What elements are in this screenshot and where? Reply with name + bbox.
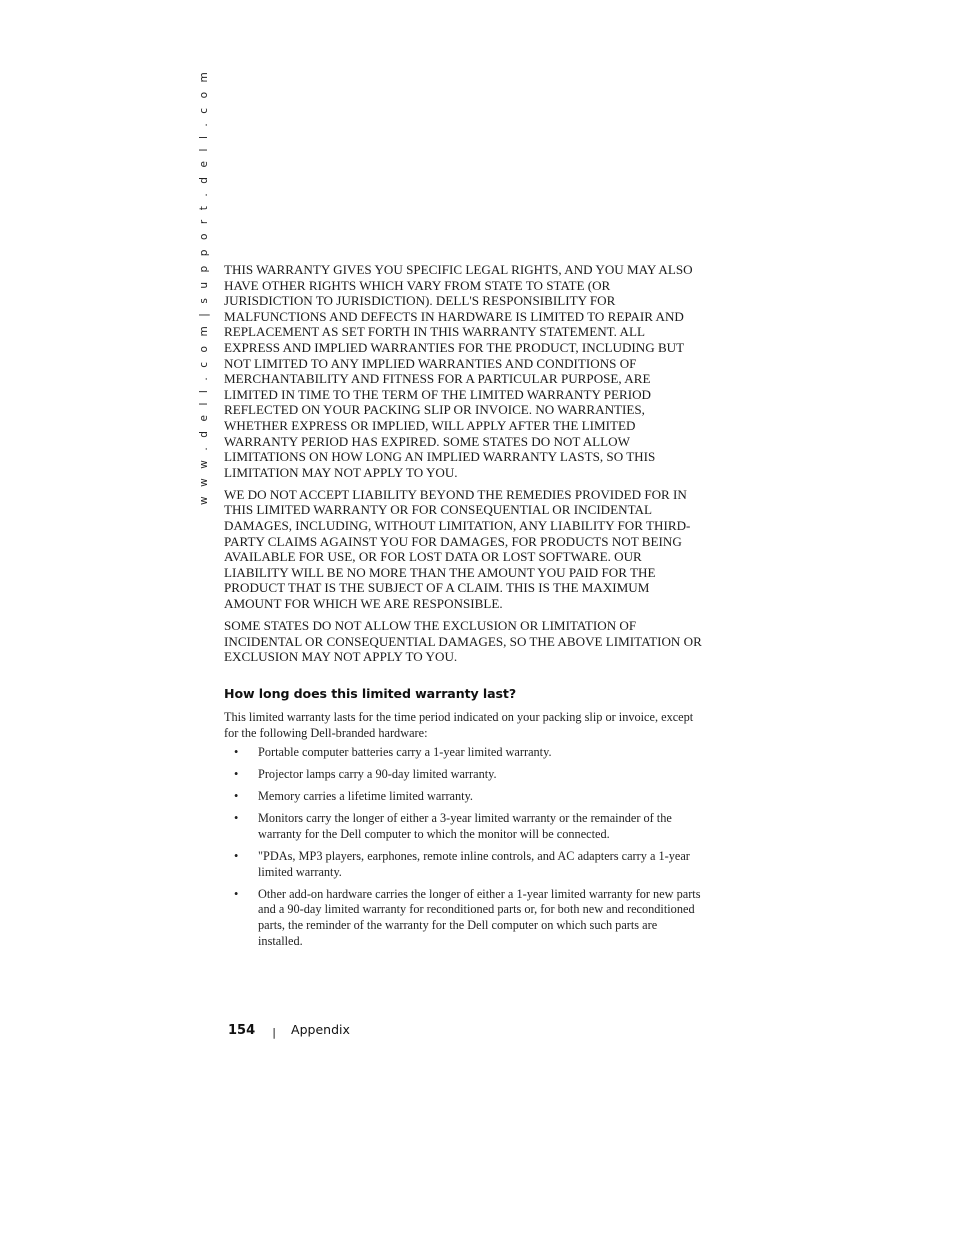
warranty-bullet-list xyxy=(224,745,702,949)
footer-separator: | xyxy=(272,1026,276,1039)
bullet-icon: • xyxy=(234,789,239,804)
list-item xyxy=(224,849,702,880)
footer-section-name: Appendix xyxy=(291,1022,350,1037)
bullet-icon: • xyxy=(234,767,239,782)
page-content xyxy=(224,262,702,956)
bullet-icon: • xyxy=(234,848,239,863)
exclusion-paragraph: SOME STATES DO NOT ALLOW THE EXCLUSION OR LIMITATION OF INCIDENTAL OR CONSEQUENTIAL DAMAGES, SO THE ABOVE LIMITATION OR EXCLUSION MAY NOT APPLY TO YOU. xyxy=(224,618,702,665)
list-item-text: Monitors carry the longer of either a 3-year limited warranty or the remainder of the warranty for the Dell computer to which the monitor will be connected. xyxy=(258,811,672,841)
list-item xyxy=(224,887,702,950)
list-item xyxy=(224,745,702,761)
list-item xyxy=(224,767,702,783)
list-item xyxy=(224,811,702,842)
page-number: 154 xyxy=(228,1023,256,1038)
bullet-icon: • xyxy=(234,745,239,760)
list-item-text: Memory carries a lifetime limited warranty. xyxy=(258,789,473,804)
bullet-icon: • xyxy=(234,886,239,901)
list-item-text: Projector lamps carry a 90-day limited warranty. xyxy=(258,767,497,782)
section-heading: How long does this limited warranty last? xyxy=(224,685,517,701)
list-item-text: Portable computer batteries carry a 1-year limited warranty. xyxy=(258,745,552,760)
section-intro: This limited warranty lasts for the time period indicated on your packing slip or invoice, except for the following Dell-branded hardware: xyxy=(224,709,694,740)
bullet-icon: • xyxy=(234,811,239,826)
list-item xyxy=(224,789,702,805)
list-item-text: Other add-on hardware carries the longer of either a 1-year limited warranty for new parts and a 90-day limited warranty for reconditioned parts or, for both new and reconditioned parts, the reminder of the warranty for the Dell computer on which such parts are installed. xyxy=(258,886,701,948)
page-footer xyxy=(228,1019,350,1038)
side-url-text: w w w . d e l l . c o m | s u p p o r t . d e l l . c o m xyxy=(198,69,210,505)
list-item-text: "PDAs, MP3 players, earphones, remote inline controls, and AC adapters carry a 1-year limited warranty. xyxy=(258,848,690,879)
liability-paragraph: WE DO NOT ACCEPT LIABILITY BEYOND THE REMEDIES PROVIDED FOR IN THIS LIMITED WARRANTY OR FOR CONSEQUENTIAL OR INCIDENTAL DAMAGES, INCLUDING, WITHOUT LIMITATION, ANY LIABILITY FOR THIRD-PARTY CLAIMS AGAINST YOU FOR DAMAGES, FOR PRODUCTS NOT BEING AVAILABLE FOR USE, OR FOR LOST DATA OR LOST SOFTWARE. OUR LIABILITY WILL BE NO MORE THAN THE AMOUNT YOU PAID FOR THE PRODUCT THAT IS THE SUBJECT OF A CLAIM. THIS IS THE MAXIMUM AMOUNT FOR WHICH WE ARE RESPONSIBLE. xyxy=(224,486,691,611)
warranty-rights-paragraph: THIS WARRANTY GIVES YOU SPECIFIC LEGAL RIGHTS, AND YOU MAY ALSO HAVE OTHER RIGHTS WHICH VARY FROM STATE TO STATE (OR JURISDICTION TO JURISDICTION). DELL'S RESPONSIBILITY FOR MALFUNCTIONS AND DEFECTS IN HARDWARE IS LIMITED TO REPAIR AND REPLACEMENT AS SET FORTH IN THIS WARRANTY STATEMENT. ALL EXPRESS AND IMPLIED WARRANTIES FOR THE PRODUCT, INCLUDING BUT NOT LIMITED TO ANY IMPLIED WARRANTIES AND CONDITIONS OF MERCHANTABILITY AND FITNESS FOR A PARTICULAR PURPOSE, ARE LIMITED IN TIME TO THE TERM OF THE LIMITED WARRANTY PERIOD REFLECTED ON YOUR PACKING SLIP OR INVOICE. NO WARRANTIES, WHETHER EXPRESS OR IMPLIED, WILL APPLY AFTER THE LIMITED WARRANTY PERIOD HAS EXPIRED. SOME STATES DO NOT ALLOW LIMITATIONS ON HOW LONG AN IMPLIED WARRANTY LASTS, SO THIS LIMITATION MAY NOT APPLY TO YOU. xyxy=(224,262,693,480)
